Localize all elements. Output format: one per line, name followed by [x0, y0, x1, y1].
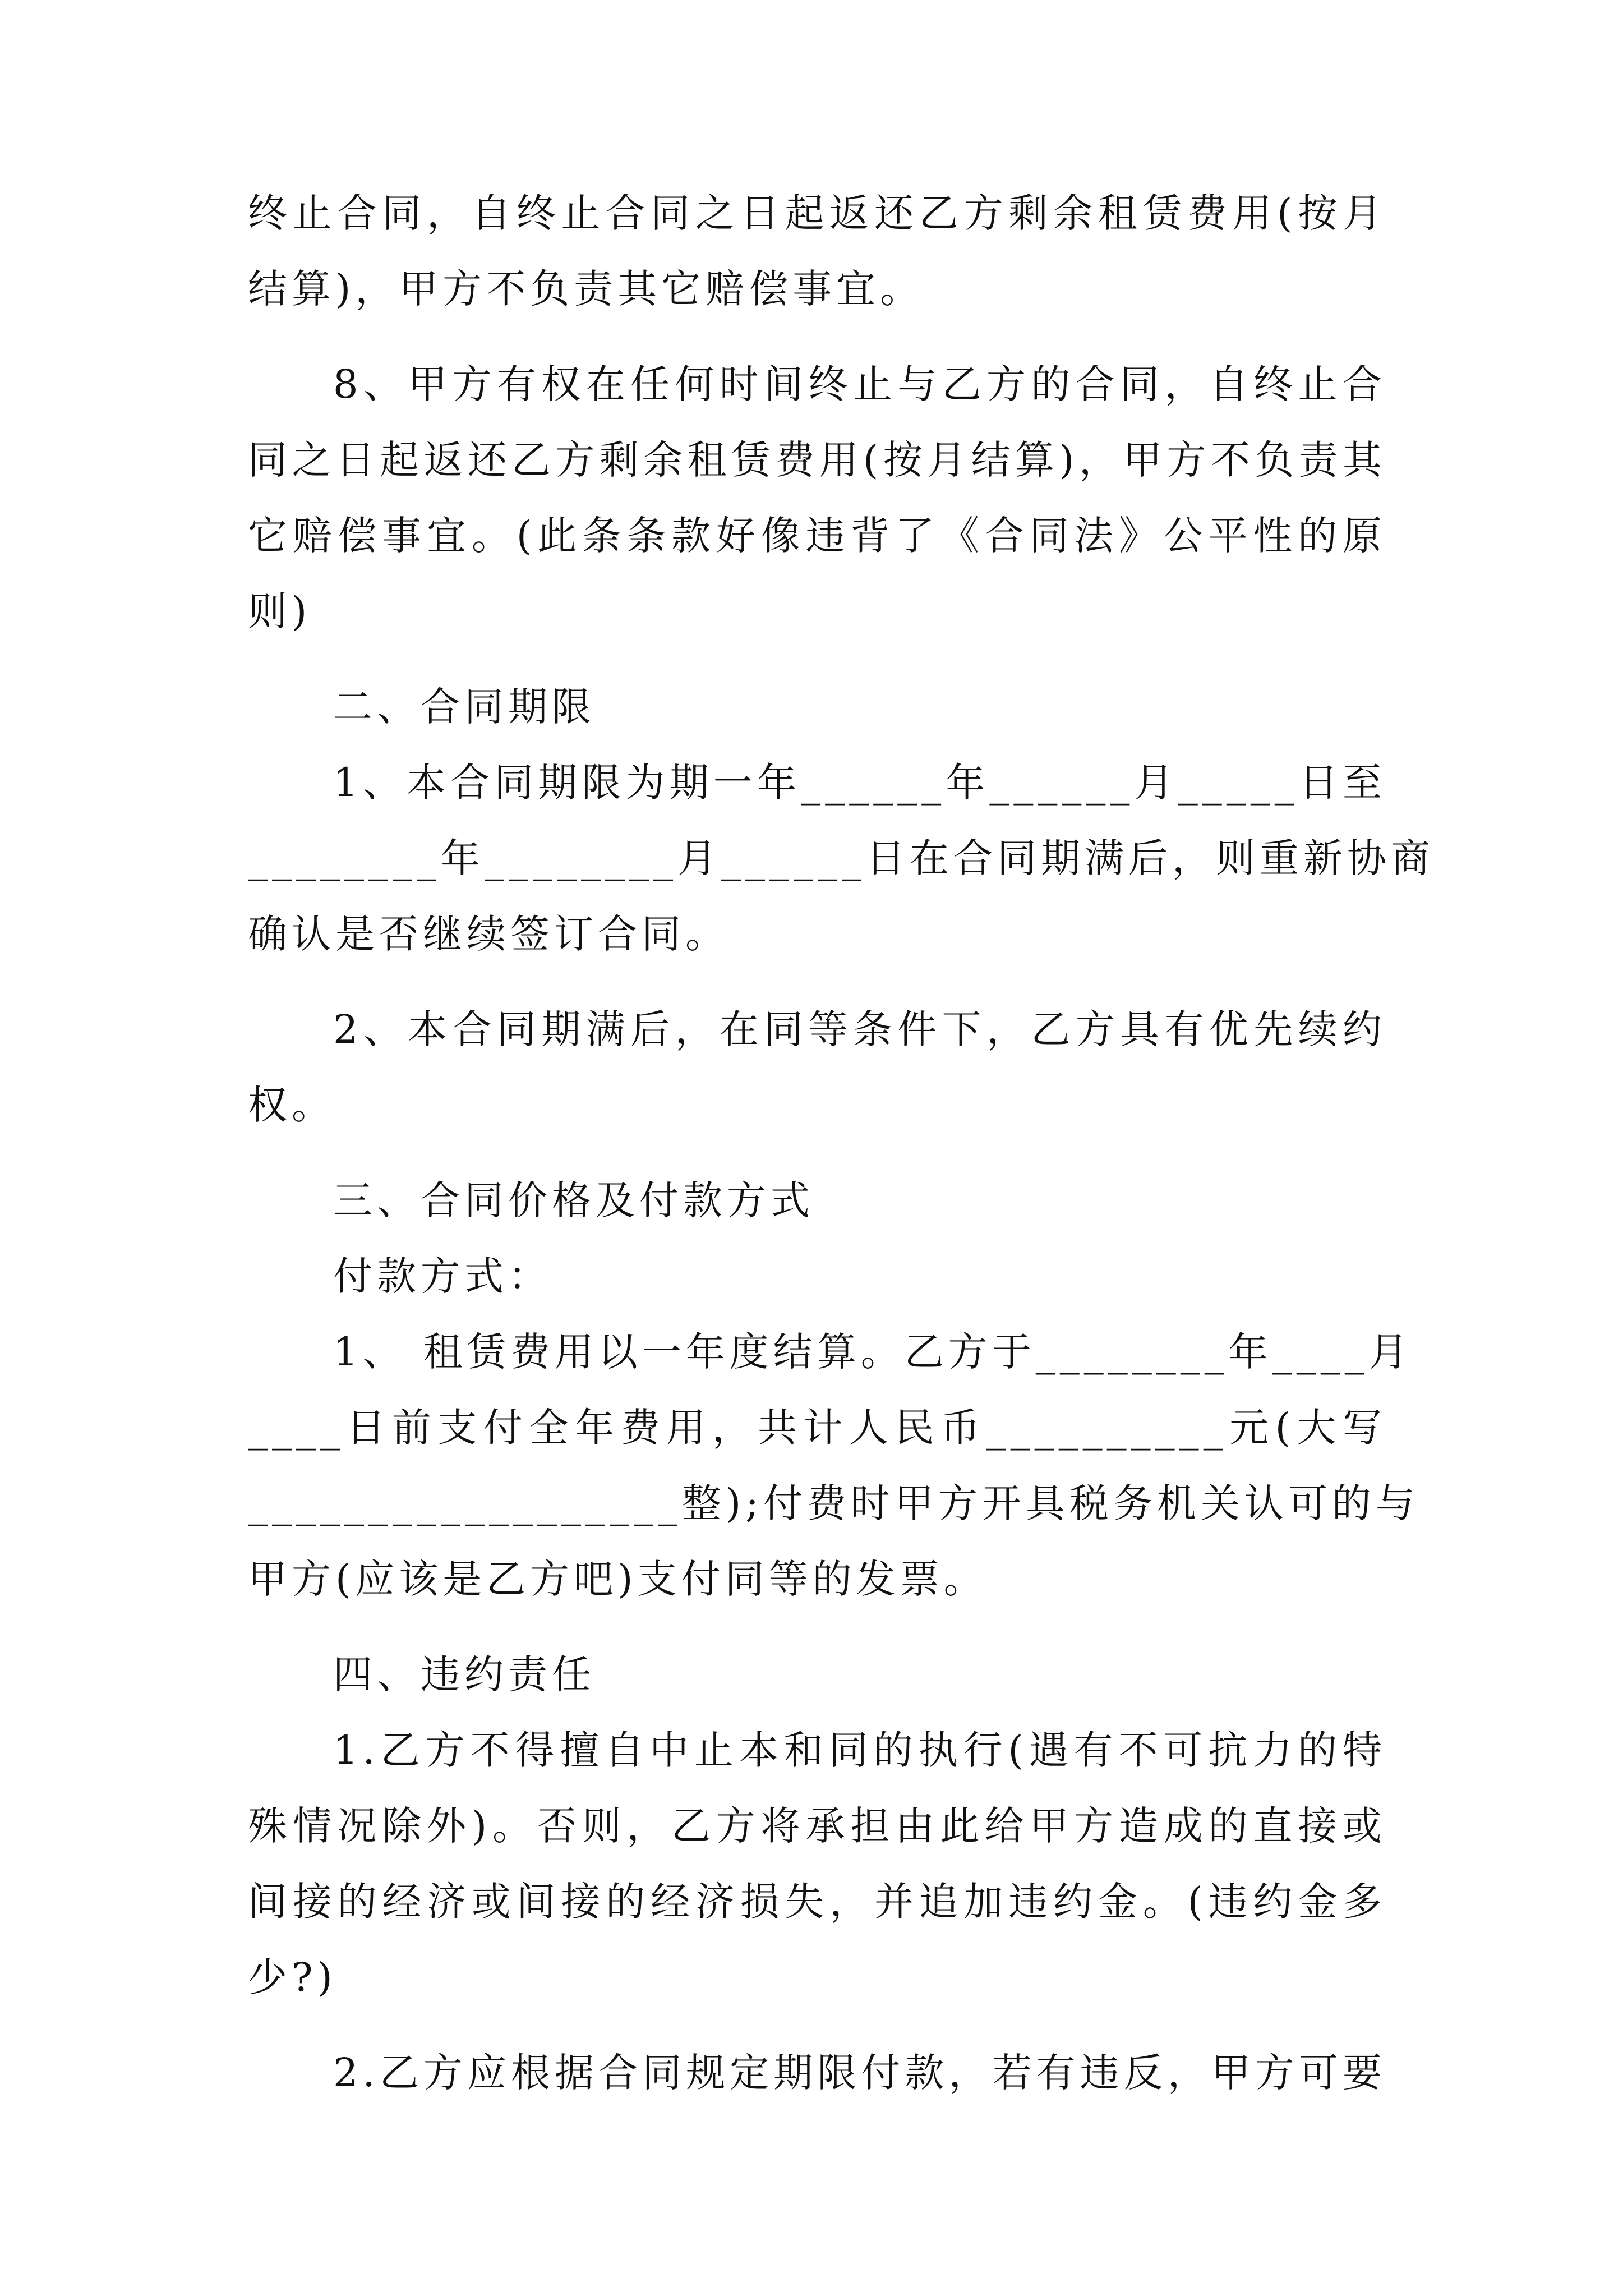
text-line: 结算)，甲方不负责其它赔偿事宜。	[248, 266, 924, 312]
term-clause-2-line: 2、本合同期满后，在同等条件下，乙方具有优先续约	[333, 1006, 1386, 1052]
section-heading: 二、合同期限	[333, 684, 596, 730]
text-line: ________年________月______日在合同期满后，则重新协商	[248, 835, 1435, 881]
text-line: 终止合同，自终止合同之日起返还乙方剩余租赁费用(按月	[248, 190, 1386, 236]
text-line: 同之日起返还乙方剩余租赁费用(按月结算)，甲方不负责其	[248, 437, 1386, 483]
term-clause-1-line: 1、本合同期限为期一年______年______月_____日至	[333, 760, 1386, 806]
text-line: __________________整);付费时甲方开具税务机关认可的与	[248, 1480, 1419, 1526]
liability-clause-2-line: 2.乙方应根据合同规定期限付款，若有违反，甲方可要	[333, 2050, 1386, 2096]
section-heading: 三、合同价格及付款方式	[333, 1177, 814, 1223]
text-line: 则)	[248, 588, 312, 634]
text-line: 间接的经济或间接的经济损失，并追加违约金。(违约金多	[248, 1879, 1386, 1925]
payment-clause-1-line: 1、 租赁费用以一年度结算。乙方于________年____月	[333, 1329, 1413, 1375]
text-line: 殊情况除外)。否则，乙方将承担由此给甲方造成的直接或	[248, 1803, 1386, 1849]
subheading: 付款方式：	[333, 1253, 552, 1299]
text-line: 它赔偿事宜。(此条条款好像违背了《合同法》公平性的原	[248, 513, 1386, 559]
text-line: 确认是否继续签订合同。	[248, 911, 729, 957]
text-line: 权。	[248, 1082, 335, 1128]
text-line: ____日前支付全年费用，共计人民币__________元(大写	[248, 1405, 1386, 1451]
liability-clause-1-line: 1.乙方不得擅自中止本和同的执行(遇有不可抗力的特	[333, 1727, 1386, 1773]
text-line: 少?)	[248, 1954, 337, 2000]
text-line: 甲方(应该是乙方吧)支付同等的发票。	[248, 1556, 988, 1602]
section-heading: 四、违约责任	[333, 1651, 596, 1697]
clause-8-line: 8、甲方有权在任何时间终止与乙方的合同，自终止合	[333, 361, 1386, 407]
